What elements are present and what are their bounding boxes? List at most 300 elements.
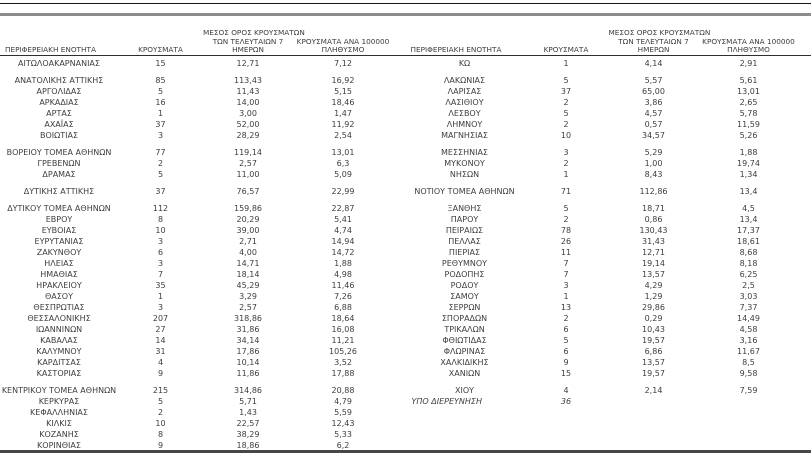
region-cell: ΚΙΛΚΙΣ [46, 419, 72, 428]
avg7-cell: 34,57 [642, 131, 665, 140]
under-investigation-row [406, 396, 811, 407]
cases-cell: 71 [560, 187, 572, 196]
per100k-cell: 7,37 [739, 303, 758, 312]
bottom-border-line [0, 450, 811, 453]
per100k-cell: 3,52 [334, 358, 352, 367]
cases-cell: 4 [563, 386, 569, 395]
per100k-cell: 4,5 [742, 204, 755, 213]
avg7-cell: 39,00 [236, 226, 260, 235]
cases-cell: 3 [157, 237, 164, 246]
per100k-cell: 13,01 [737, 87, 760, 96]
avg7-cell: 0,29 [644, 314, 663, 323]
avg7-cell: 14,00 [236, 98, 260, 107]
region-cell: ΚΑΡΔΙΤΣΑΣ [37, 358, 81, 367]
cases-cell: 6 [563, 347, 569, 356]
table-row [0, 97, 406, 108]
cases-cell: 11 [560, 248, 572, 257]
per100k-cell: 6,2 [336, 441, 350, 450]
region-cell: ΖΑΚΥΝΘΟΥ [36, 248, 82, 257]
per100k-cell: 22,87 [331, 204, 355, 213]
table-row [406, 203, 811, 214]
regions-table-right [406, 18, 811, 451]
column-header-avg7: ΜΕΣΟΣ ΟΡΟΣ ΚΡΟΥΣΜΑΤΩΝ ΤΩΝ ΤΕΛΕΥΤΑΙΩΝ 7 ΗΜΕΡΩΝ [608, 28, 711, 55]
table-row [0, 324, 406, 335]
region-cell: ΕΥΡΥΤΑΝΙΑΣ [34, 237, 84, 246]
column-header-per100k: ΚΡΟΥΣΜΑΤΑ ΑΝΑ 100000 ΠΛΗΘΥΣΜΟ [296, 36, 390, 55]
top-accent-line [0, 13, 811, 16]
column-header-region: ΠΕΡΙΦΕΡΕΙΑΚΗ ΕΝΟΤΗΤΑ [410, 45, 502, 55]
per100k-cell: 4,98 [334, 270, 352, 279]
table-row [0, 357, 406, 368]
avg7-cell: 318,86 [234, 314, 262, 323]
region-cell: ΑΡΤΑΣ [46, 109, 72, 118]
table-row [406, 291, 811, 302]
avg7-cell: 3,00 [239, 109, 257, 118]
avg7-cell: 29,86 [642, 303, 665, 312]
cases-cell: 8 [157, 215, 164, 224]
cases-cell: 112 [152, 204, 169, 213]
cases-cell: 37 [155, 120, 166, 129]
region-cell: ΚΑΒΑΛΑΣ [40, 336, 78, 345]
region-cell: ΞΑΝΘΗΣ [447, 204, 482, 213]
per100k-cell: 5,78 [739, 109, 758, 118]
region-cell: ΚΟΖΑΝΗΣ [39, 430, 79, 439]
region-cell: ΘΑΣΟΥ [44, 292, 73, 301]
avg7-cell: 4,29 [644, 281, 663, 290]
per100k-cell: 13,4 [739, 187, 758, 196]
region-cell: ΠΙΕΡΙΑΣ [448, 248, 481, 257]
cases-cell: 5 [157, 170, 164, 179]
avg7-cell: 18,14 [236, 270, 260, 279]
table-row [0, 236, 406, 247]
table-row [406, 186, 811, 197]
per100k-cell: 5,26 [739, 131, 758, 140]
cases-cell: 85 [155, 76, 166, 85]
cases-cell: 1 [157, 109, 164, 118]
cases-cell: 1 [563, 292, 569, 301]
per100k-cell: 18,46 [331, 98, 355, 107]
table-row [406, 75, 811, 86]
per100k-cell: 12,43 [331, 419, 355, 428]
table-row [0, 119, 406, 130]
avg7-cell: 65,00 [642, 87, 665, 96]
cases-cell: 5 [157, 397, 164, 406]
region-cell: ΣΑΜΟΥ [450, 292, 479, 301]
avg7-cell: 5,57 [644, 76, 663, 85]
table-row [0, 86, 406, 97]
region-cell: ΛΑΣΙΘΙΟΥ [445, 98, 484, 107]
per100k-cell: 17,88 [331, 369, 355, 378]
cases-cell: 15 [560, 369, 572, 378]
avg7-cell: 12,71 [642, 248, 665, 257]
region-cell: ΠΑΡΟΥ [450, 215, 479, 224]
region-cell: ΚΕΝΤΡΙΚΟΥ ΤΟΜΕΑ ΑΘΗΝΩΝ [1, 386, 117, 395]
table-row [406, 236, 811, 247]
table-row [0, 269, 406, 280]
region-cell: ΑΧΑΪΑΣ [44, 120, 74, 129]
table-row [406, 225, 811, 236]
table-row [406, 368, 811, 379]
cases-cell: 7 [157, 270, 164, 279]
per100k-cell: 8,18 [739, 259, 758, 268]
per100k-cell: 11,67 [737, 347, 760, 356]
column-header-cases: ΚΡΟΥΣΜΑΤΑ [138, 45, 183, 55]
region-cell: ΔΥΤΙΚΟΥ ΤΟΜΕΑ ΑΘΗΝΩΝ [7, 204, 111, 213]
per100k-cell: 2,65 [739, 98, 758, 107]
per100k-cell: 4,74 [334, 226, 352, 235]
region-cell: ΣΕΡΡΩΝ [448, 303, 481, 312]
per100k-cell: 5,15 [334, 87, 352, 96]
avg7-cell: 11,86 [236, 369, 260, 378]
table-row [406, 324, 811, 335]
table-row [0, 335, 406, 346]
table-row [0, 75, 406, 86]
avg7-cell: 2,14 [644, 386, 663, 395]
per100k-cell: 4,79 [334, 397, 352, 406]
avg7-cell: 12,71 [236, 59, 260, 68]
table-row [406, 119, 811, 130]
avg7-cell: 2,57 [239, 303, 257, 312]
table-row [0, 58, 406, 69]
avg7-cell: 0,57 [644, 120, 663, 129]
avg7-cell: 76,57 [236, 187, 260, 196]
table-row [406, 86, 811, 97]
cases-cell: 6 [157, 248, 164, 257]
per100k-cell: 7,26 [334, 292, 352, 301]
per100k-cell: 3,16 [739, 336, 758, 345]
per100k-cell: 20,88 [331, 386, 355, 395]
cases-cell: 15 [155, 59, 166, 68]
cases-cell: 2 [563, 120, 569, 129]
region-cell: ΛΗΜΝΟΥ [446, 120, 483, 129]
region-cell: ΕΒΡΟΥ [45, 215, 73, 224]
avg7-cell: 3,29 [239, 292, 257, 301]
region-cell: ΔΡΑΜΑΣ [42, 170, 76, 179]
per100k-cell: 5,09 [334, 170, 352, 179]
table-row [406, 269, 811, 280]
cases-cell: 2 [157, 159, 164, 168]
avg7-cell: 18,86 [236, 441, 260, 450]
table-row [0, 429, 406, 440]
per100k-cell: 2,54 [334, 131, 352, 140]
avg7-cell: 2,57 [239, 159, 257, 168]
region-cell: ΜΕΣΣΗΝΙΑΣ [441, 148, 488, 157]
cases-cell: 9 [157, 369, 164, 378]
region-cell: ΡΟΔΟΥ [450, 281, 479, 290]
table-row [406, 108, 811, 119]
cases-cell: 2 [563, 98, 569, 107]
cases-cell: 2 [157, 408, 164, 417]
column-header-cases: ΚΡΟΥΣΜΑΤΑ [543, 45, 589, 55]
cases-cell: 8 [157, 430, 164, 439]
table-row [0, 158, 406, 169]
table-row [406, 58, 811, 69]
table-row [406, 258, 811, 269]
per100k-cell: 8,68 [739, 248, 758, 257]
avg7-cell: 159,86 [234, 204, 262, 213]
cases-cell: 10 [560, 131, 572, 140]
table-row [406, 147, 811, 158]
cases-cell: 13 [560, 303, 572, 312]
cases-cell: 77 [155, 148, 166, 157]
per100k-cell: 14,94 [331, 237, 355, 246]
avg7-cell [609, 396, 699, 407]
table-row [0, 280, 406, 291]
per100k-cell: 105,26 [329, 347, 357, 356]
cases-cell: 9 [157, 441, 164, 450]
avg7-cell: 8,43 [644, 170, 663, 179]
avg7-cell: 20,29 [236, 215, 260, 224]
region-cell: ΑΙΤΩΛΟΑΚΑΡΝΑΝΙΑΣ [18, 59, 100, 68]
per100k-cell: 5,59 [334, 408, 352, 417]
avg7-cell: 52,00 [236, 120, 260, 129]
per100k-cell: 2,91 [739, 59, 758, 68]
table-row [406, 169, 811, 180]
per100k-cell: 5,41 [334, 215, 352, 224]
cases-cell: 3 [563, 281, 569, 290]
cases-cell: 16 [155, 98, 166, 107]
avg7-cell: 0,86 [644, 215, 663, 224]
table-header-left [0, 18, 406, 56]
region-cell: ΧΑΛΚΙΔΙΚΗΣ [440, 358, 489, 367]
table-body-right [406, 56, 811, 407]
region-cell: ΓΡΕΒΕΝΩΝ [37, 159, 81, 168]
avg7-cell: 45,29 [236, 281, 260, 290]
region-cell: ΠΕΙΡΑΙΩΣ [445, 226, 484, 235]
avg7-cell: 10,43 [642, 325, 665, 334]
avg7-cell: 5,29 [644, 148, 663, 157]
regions-table-left [0, 18, 406, 451]
region-cell: ΑΝΑΤΟΛΙΚΗΣ ΑΤΤΙΚΗΣ [14, 76, 104, 85]
avg7-cell: 5,71 [239, 397, 257, 406]
region-cell: ΧΙΟΥ [454, 386, 475, 395]
per100k-cell: 14,49 [737, 314, 760, 323]
cases-cell: 5 [563, 109, 569, 118]
cases-cell: 5 [563, 76, 569, 85]
cases-cell: 2 [563, 159, 569, 168]
region-cell: ΜΥΚΟΝΟΥ [444, 159, 485, 168]
avg7-cell: 113,43 [234, 76, 262, 85]
region-cell: ΛΑΚΩΝΙΑΣ [443, 76, 486, 85]
avg7-cell: 28,29 [236, 131, 260, 140]
cases-cell: 14 [155, 336, 166, 345]
table-body-left [0, 56, 406, 451]
avg7-cell: 22,57 [236, 419, 260, 428]
cases-cell: 3 [157, 131, 164, 140]
table-row [0, 169, 406, 180]
region-cell: ΛΕΣΒΟΥ [448, 109, 481, 118]
table-row [0, 247, 406, 258]
region-cell: ΛΑΡΙΣΑΣ [447, 87, 482, 96]
cases-cell: 6 [563, 325, 569, 334]
column-header-per100k: ΚΡΟΥΣΜΑΤΑ ΑΝΑ 100000 ΠΛΗΘΥΣΜΟ [702, 36, 795, 55]
per100k-cell: 3,03 [739, 292, 758, 301]
table-row [0, 225, 406, 236]
avg7-cell: 2,71 [239, 237, 257, 246]
table-row [406, 302, 811, 313]
per100k-cell: 6,3 [336, 159, 350, 168]
region-cell: ΠΕΛΛΑΣ [448, 237, 481, 246]
cases-cell: 31 [155, 347, 166, 356]
table-row [0, 302, 406, 313]
per100k-cell: 2,5 [742, 281, 755, 290]
cases-cell: 3 [157, 303, 164, 312]
region-cell: ΘΕΣΠΡΩΤΙΑΣ [33, 303, 85, 312]
table-row [406, 385, 811, 396]
avg7-cell: 19,14 [642, 259, 665, 268]
region-cell: ΒΟΙΩΤΙΑΣ [39, 131, 79, 140]
region-cell: ΘΕΣΣΑΛΟΝΙΚΗΣ [27, 314, 91, 323]
table-row [0, 313, 406, 324]
table-row [406, 313, 811, 324]
per100k-cell: 11,59 [737, 120, 760, 129]
table-row [406, 158, 811, 169]
table-row [406, 346, 811, 357]
region-cell: ΔΥΤΙΚΗΣ ΑΤΤΙΚΗΣ [23, 187, 95, 196]
avg7-cell: 6,86 [644, 347, 663, 356]
avg7-cell: 18,71 [642, 204, 665, 213]
region-cell: ΝΗΣΩΝ [449, 170, 480, 179]
avg7-cell: 31,86 [236, 325, 260, 334]
per100k-cell: 6,25 [739, 270, 758, 279]
cases-cell: 37 [155, 187, 166, 196]
cases-cell: 207 [152, 314, 169, 323]
per100k-cell: 11,21 [331, 336, 355, 345]
table-row [406, 280, 811, 291]
region-cell: ΚΟΡΙΝΘΙΑΣ [37, 441, 81, 450]
table-row [406, 214, 811, 225]
per100k-cell: 9,58 [739, 369, 758, 378]
table-row [406, 335, 811, 346]
avg7-cell: 10,14 [236, 358, 260, 367]
avg7-cell: 11,00 [236, 170, 260, 179]
table-row [406, 357, 811, 368]
per100k-cell: 6,88 [334, 303, 352, 312]
region-cell: ΗΜΑΘΙΑΣ [40, 270, 78, 279]
region-cell: ΥΠΟ ΔΙΕΡΕΥΝΗΣΗ [411, 397, 482, 406]
region-cell: ΦΘΙΩΤΙΔΑΣ [442, 336, 487, 345]
per100k-cell: 8,5 [742, 358, 755, 367]
cases-cell: 37 [560, 87, 572, 96]
per100k-cell: 16,92 [331, 76, 355, 85]
per100k-cell: 17,37 [737, 226, 760, 235]
cases-cell: 1 [563, 59, 569, 68]
avg7-cell: 11,43 [236, 87, 260, 96]
per100k-cell: 19,74 [737, 159, 760, 168]
cases-cell: 1 [563, 170, 569, 179]
region-cell: ΣΠΟΡΑΔΩΝ [441, 314, 488, 323]
per100k-cell: 1,47 [334, 109, 352, 118]
avg7-cell: 19,57 [642, 336, 665, 345]
table-row [0, 407, 406, 418]
region-cell: ΧΑΝΙΩΝ [448, 369, 481, 378]
cases-cell: 5 [157, 87, 164, 96]
avg7-cell: 14,71 [236, 259, 260, 268]
per100k-cell: 11,92 [331, 120, 355, 129]
cases-cell: 1 [157, 292, 164, 301]
region-cell: ΗΡΑΚΛΕΙΟΥ [36, 281, 82, 290]
table-row [0, 203, 406, 214]
avg7-cell: 4,57 [644, 109, 663, 118]
cases-cell: 7 [563, 259, 569, 268]
cases-cell: 10 [155, 226, 166, 235]
avg7-cell: 3,86 [644, 98, 663, 107]
avg7-cell: 4,14 [644, 59, 663, 68]
region-cell: ΗΛΕΙΑΣ [44, 259, 74, 268]
table-row [0, 258, 406, 269]
cases-cell: 35 [155, 281, 166, 290]
table-header-right [406, 18, 811, 56]
avg7-cell: 31,43 [642, 237, 665, 246]
region-cell: ΚΩ [458, 59, 471, 68]
avg7-cell: 1,00 [644, 159, 663, 168]
region-cell: ΙΩΑΝΝΙΝΩΝ [35, 325, 83, 334]
table-row [406, 130, 811, 141]
region-cell: ΦΛΩΡΙΝΑΣ [443, 347, 486, 356]
avg7-cell: 4,00 [239, 248, 257, 257]
per100k-cell: 13,01 [331, 148, 355, 157]
table-row [0, 108, 406, 119]
per100k-cell: 5,33 [334, 430, 352, 439]
column-header-avg7: ΜΕΣΟΣ ΟΡΟΣ ΚΡΟΥΣΜΑΤΩΝ ΤΩΝ ΤΕΛΕΥΤΑΙΩΝ 7 ΗΜΕΡΩΝ [203, 28, 305, 55]
cases-cell: 4 [157, 358, 164, 367]
avg7-cell: 1,29 [644, 292, 663, 301]
region-cell: ΑΡΓΟΛΙΔΑΣ [36, 87, 82, 96]
region-cell: ΝΟΤΙΟΥ ΤΟΜΕΑ ΑΘΗΝΩΝ [414, 187, 515, 196]
table-row [406, 97, 811, 108]
avg7-cell: 130,43 [639, 226, 668, 235]
per100k-cell: 1,88 [334, 259, 352, 268]
table-row [0, 291, 406, 302]
column-header-region: ΠΕΡΙΦΕΡΕΙΑΚΗ ΕΝΟΤΗΤΑ [5, 45, 96, 55]
cases-cell: 27 [155, 325, 166, 334]
per100k-cell [699, 396, 799, 407]
table-row [0, 186, 406, 197]
table-row [0, 130, 406, 141]
region-cell: ΜΑΓΝΗΣΙΑΣ [441, 131, 488, 140]
table-row [0, 214, 406, 225]
table-row [0, 418, 406, 429]
cases-cell: 5 [563, 336, 569, 345]
region-cell: ΡΟΔΟΠΗΣ [444, 270, 485, 279]
per100k-cell: 1,34 [739, 170, 758, 179]
cases-cell: 10 [155, 419, 166, 428]
per100k-cell: 5,61 [739, 76, 758, 85]
cases-cell: 5 [563, 204, 569, 213]
per100k-cell: 4,58 [739, 325, 758, 334]
cases-cell: 7 [563, 270, 569, 279]
table-row [0, 346, 406, 357]
per100k-cell: 16,08 [331, 325, 355, 334]
cases-cell: 2 [563, 314, 569, 323]
avg7-cell: 38,29 [236, 430, 260, 439]
region-cell: ΚΕΦΑΛΛΗΝΙΑΣ [30, 408, 88, 417]
region-cell: ΚΑΛΥΜΝΟΥ [36, 347, 82, 356]
region-cell: ΤΡΙΚΑΛΩΝ [444, 325, 485, 334]
per100k-cell: 11,46 [331, 281, 355, 290]
avg7-cell: 13,57 [642, 358, 665, 367]
cases-cell: 2 [563, 215, 569, 224]
cases-cell: 9 [563, 358, 569, 367]
avg7-cell: 314,86 [234, 386, 262, 395]
avg7-cell: 34,14 [236, 336, 260, 345]
top-border-line [0, 3, 811, 4]
table-row [0, 368, 406, 379]
region-cell: ΚΑΣΤΟΡΙΑΣ [36, 369, 82, 378]
cases-cell: 215 [152, 386, 169, 395]
region-cell: ΡΕΘΥΜΝΟΥ [441, 259, 488, 268]
cases-cell: 36 [560, 397, 572, 406]
